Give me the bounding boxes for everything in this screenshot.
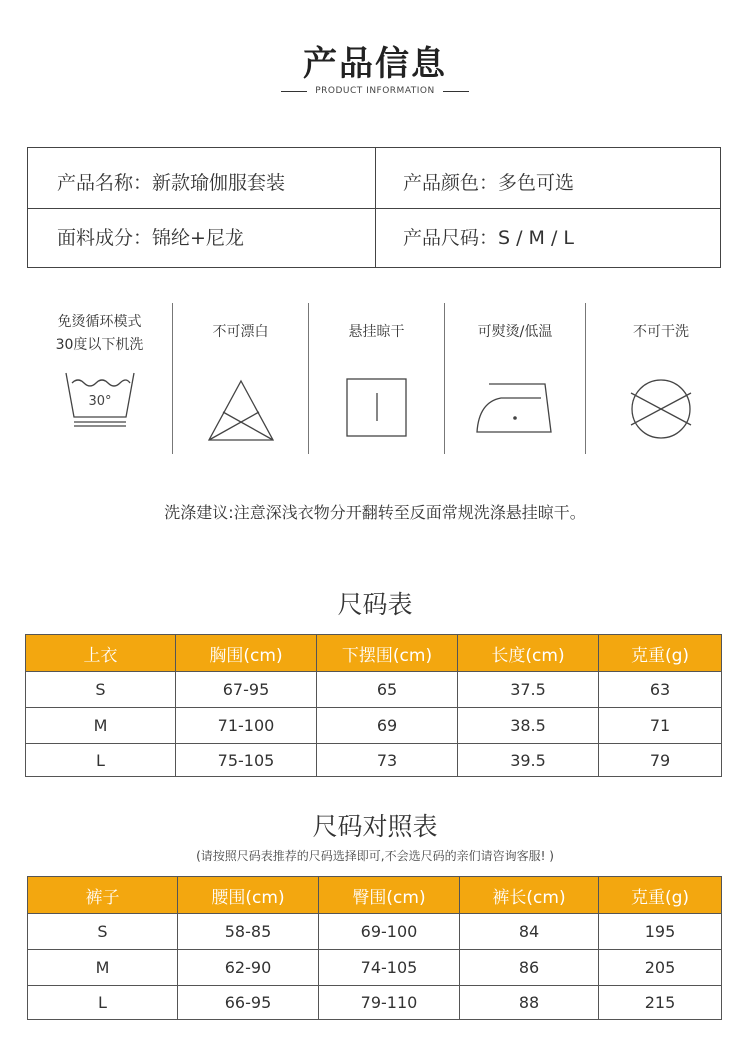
- table-cell: L: [28, 986, 178, 1020]
- table-cell: 62-90: [178, 950, 319, 986]
- table-cell: 63: [599, 672, 722, 708]
- page-subtitle-row: [0, 83, 750, 99]
- no-dry-clean-icon: [628, 376, 694, 442]
- product-material-label: 面料成分：: [57, 227, 153, 249]
- table-cell: 74-105: [319, 950, 460, 986]
- column-header: 胸围(cm): [176, 635, 317, 672]
- care-note: 洗涤建议:注意深浅衣物分开翻转至反面常规洗涤悬挂晾干。: [164, 503, 586, 522]
- iron-low-icon: [475, 380, 555, 436]
- table-cell: 73: [317, 744, 458, 777]
- care-item-wash: [27, 303, 172, 454]
- column-header: 裤子: [28, 877, 178, 914]
- table-cell: 205: [599, 950, 722, 986]
- care-label-wash-line2: 30度以下机洗: [55, 337, 144, 353]
- table-cell: 86: [460, 950, 599, 986]
- product-name-value: 新款瑜伽服套装: [152, 172, 286, 194]
- column-header: 裤长(cm): [460, 877, 599, 914]
- table-cell: 69-100: [319, 914, 460, 950]
- care-label-wash-line1: 免烫循环模式: [57, 314, 142, 330]
- page-subtitle: PRODUCT INFORMATION: [315, 86, 435, 96]
- product-name-cell: [57, 168, 285, 195]
- product-size-cell: [403, 223, 574, 250]
- care-item-no-dry-clean: [586, 303, 736, 454]
- product-material-cell: [57, 223, 244, 250]
- care-label-no-dry-clean: 不可干洗: [633, 324, 689, 340]
- table-row: [26, 672, 722, 708]
- table-cell: 65: [317, 672, 458, 708]
- column-header: 上衣: [26, 635, 176, 672]
- column-header: 臀围(cm): [319, 877, 460, 914]
- column-header: 克重(g): [599, 877, 722, 914]
- pants-table-subtitle: (请按照尺码表推荐的尺码选择即可,不会选尺码的亲们请咨询客服! ): [196, 849, 554, 863]
- page-title: 产品信息: [303, 44, 447, 84]
- table-cell: M: [28, 950, 178, 986]
- table-cell: 71: [599, 708, 722, 744]
- table-cell: 71-100: [176, 708, 317, 744]
- no-bleach-icon: [206, 378, 276, 444]
- care-item-iron: [445, 303, 585, 454]
- care-item-no-bleach: [173, 303, 308, 454]
- table-cell: 79-110: [319, 986, 460, 1020]
- product-color-value: 多色可选: [498, 172, 575, 194]
- column-header: 腰围(cm): [178, 877, 319, 914]
- product-info-table: [27, 147, 721, 268]
- care-label-hang-dry: 悬挂晾干: [348, 324, 405, 340]
- table-header-row: [26, 635, 722, 672]
- table-cell: 79: [599, 744, 722, 777]
- product-name-label: 产品名称：: [57, 172, 153, 194]
- top-table-title: 尺码表: [337, 590, 413, 619]
- column-header: 长度(cm): [458, 635, 599, 672]
- table-row: [26, 708, 722, 744]
- table-cell: 67-95: [176, 672, 317, 708]
- table-cell: 39.5: [458, 744, 599, 777]
- table-cell: 215: [599, 986, 722, 1020]
- info-row-divider: [28, 208, 720, 209]
- column-header: 下摆围(cm): [317, 635, 458, 672]
- table-row: [28, 986, 722, 1020]
- pants-table-title: 尺码对照表: [312, 812, 438, 841]
- table-row: [28, 950, 722, 986]
- care-label-no-bleach: 不可漂白: [212, 324, 269, 340]
- top-size-table: [25, 634, 722, 777]
- table-cell: 75-105: [176, 744, 317, 777]
- column-header: 克重(g): [599, 635, 722, 672]
- table-row: [26, 744, 722, 777]
- product-material-value: 锦纶+尼龙: [152, 227, 244, 249]
- pants-size-table: [27, 876, 722, 1020]
- product-size-label: 产品尺码：: [403, 227, 499, 249]
- wash-temperature-label: 30°: [87, 394, 112, 409]
- table-cell: 88: [460, 986, 599, 1020]
- table-cell: 69: [317, 708, 458, 744]
- product-color-cell: [403, 168, 574, 195]
- table-cell: 66-95: [178, 986, 319, 1020]
- product-size-value: S / M / L: [498, 227, 575, 249]
- table-cell: 38.5: [458, 708, 599, 744]
- table-cell: 58-85: [178, 914, 319, 950]
- subtitle-divider-left: [281, 91, 307, 92]
- table-cell: S: [28, 914, 178, 950]
- hang-dry-icon: [345, 377, 409, 439]
- care-label-iron: 可熨烫/低温: [477, 324, 553, 340]
- table-cell: 37.5: [458, 672, 599, 708]
- wash-30-icon: [60, 367, 140, 429]
- care-item-hang-dry: [309, 303, 444, 454]
- subtitle-divider-right: [443, 91, 469, 92]
- table-row: [28, 914, 722, 950]
- table-cell: L: [26, 744, 176, 777]
- table-header-row: [28, 877, 722, 914]
- product-color-label: 产品颜色：: [403, 172, 499, 194]
- table-cell: 84: [460, 914, 599, 950]
- table-cell: S: [26, 672, 176, 708]
- table-cell: 195: [599, 914, 722, 950]
- table-cell: M: [26, 708, 176, 744]
